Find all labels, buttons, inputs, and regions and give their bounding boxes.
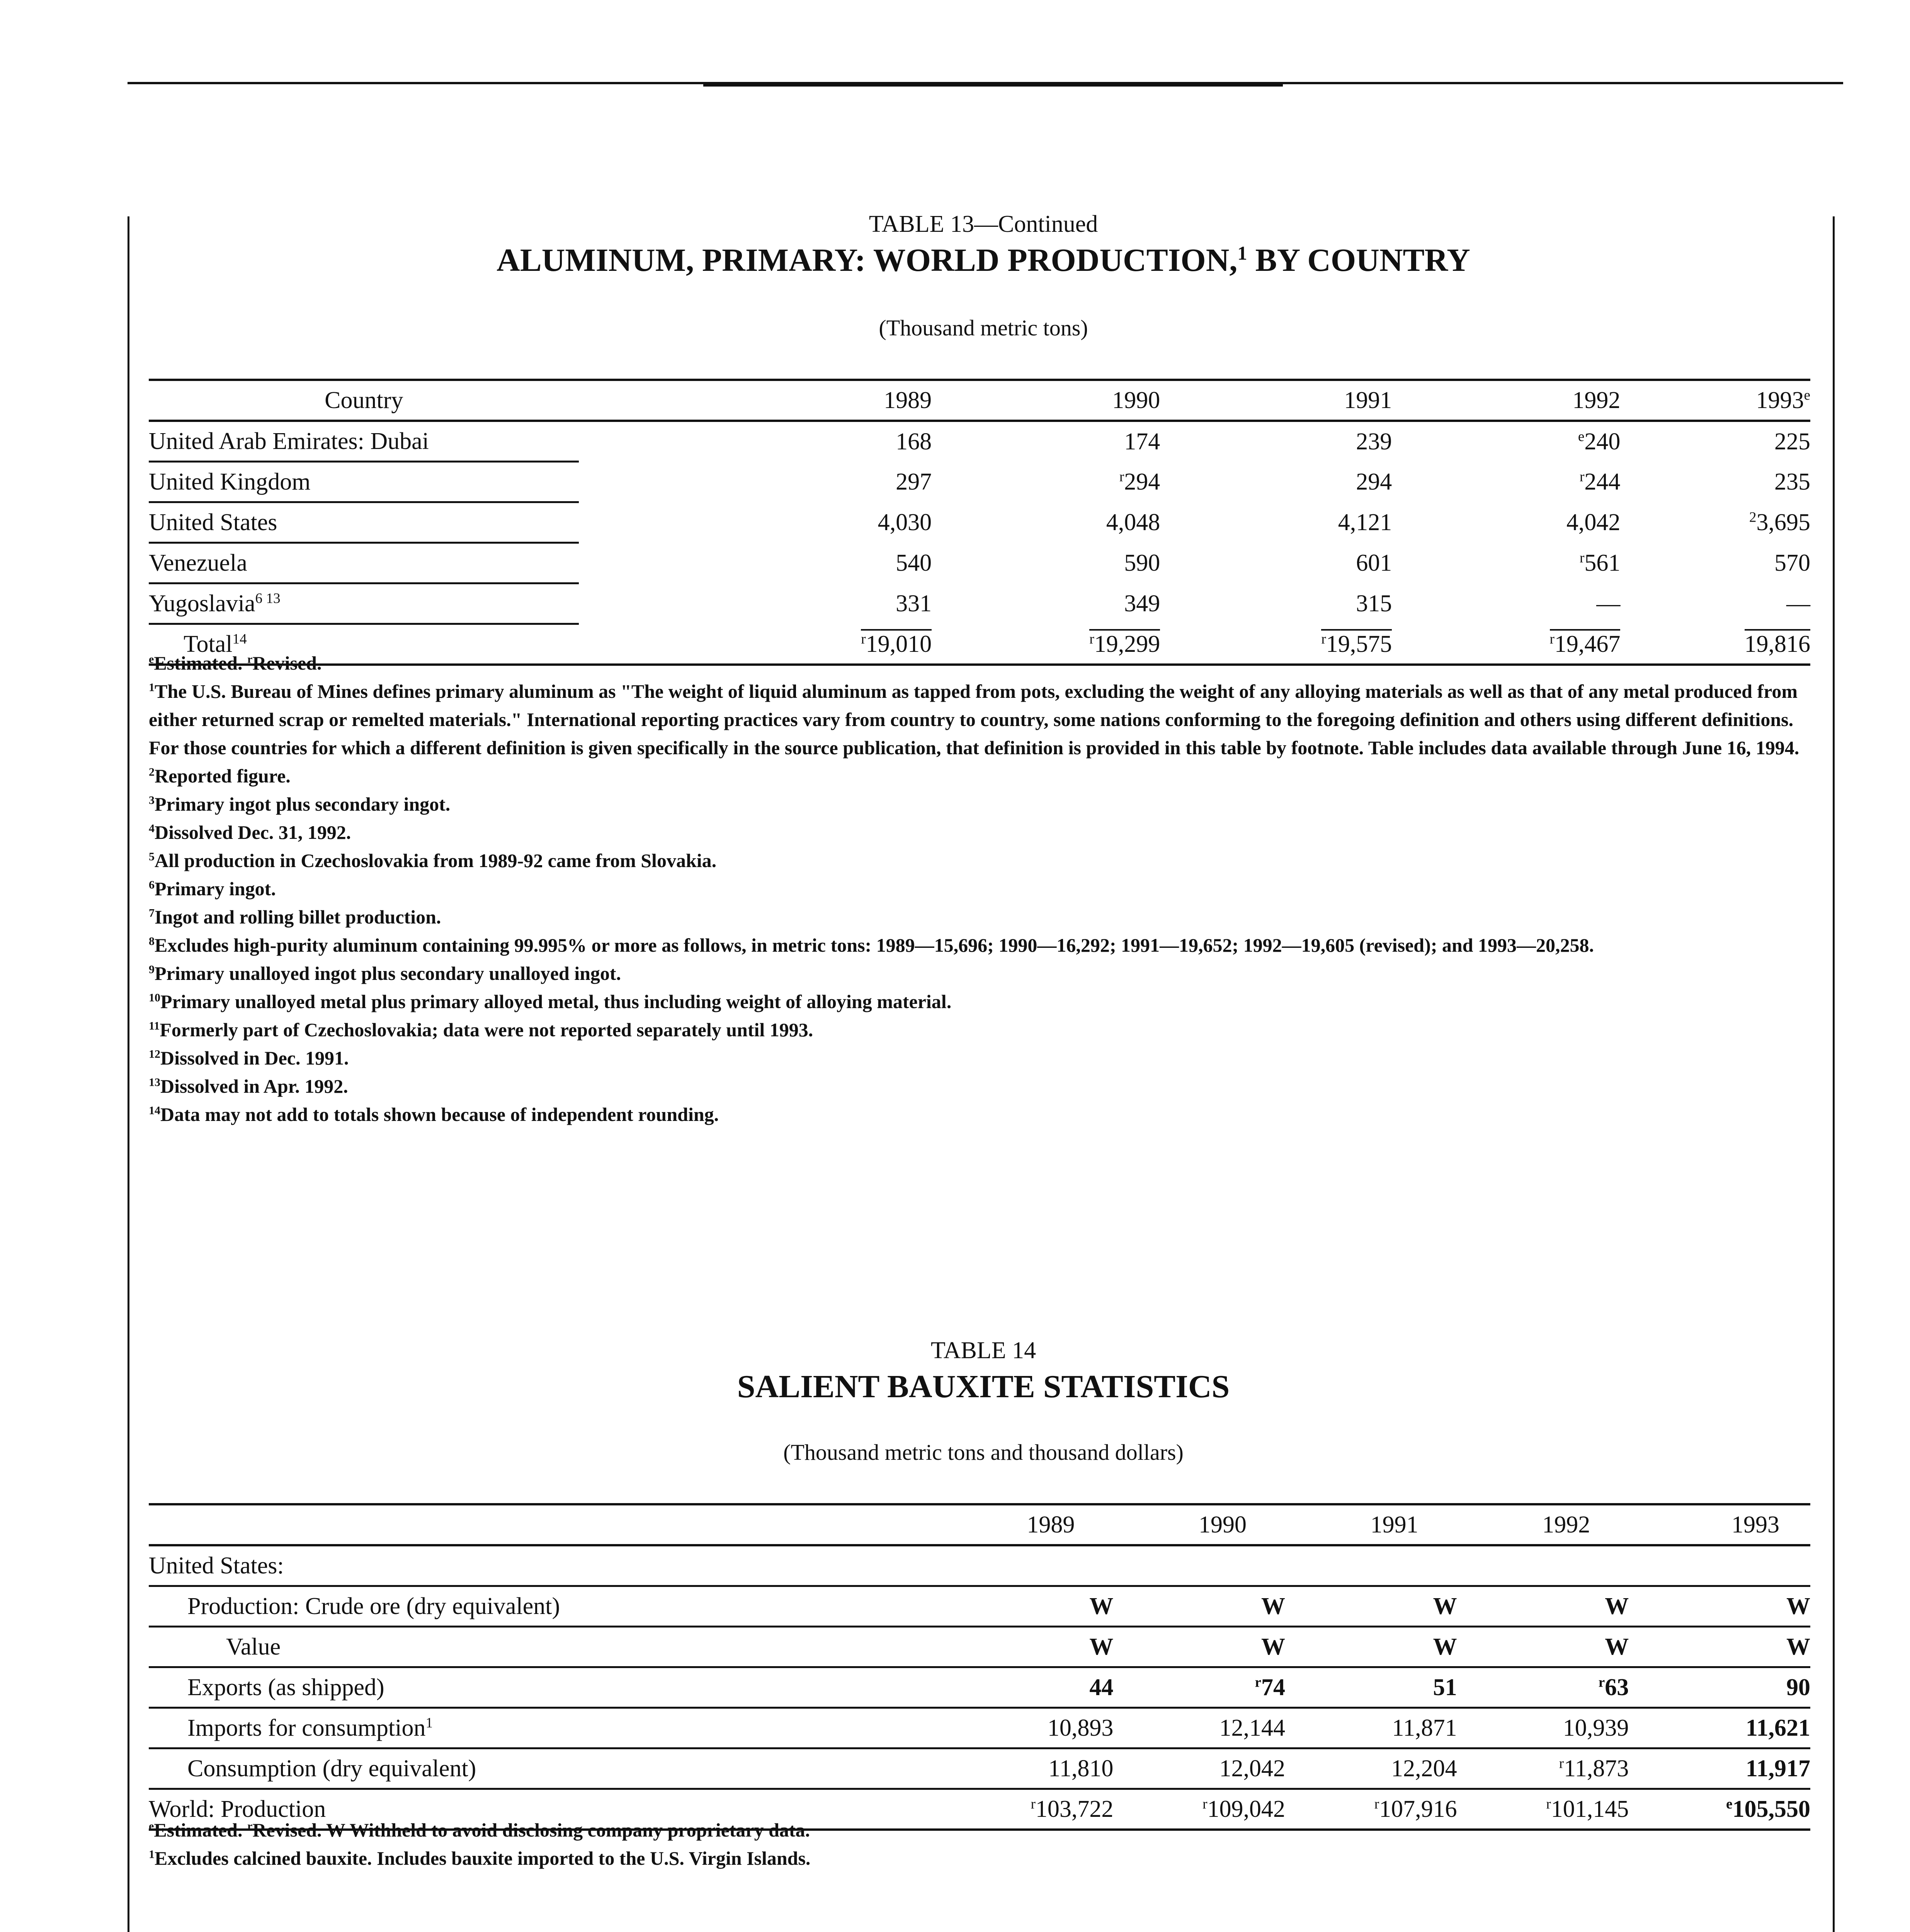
footnote-mark: 6 — [149, 878, 155, 891]
row-label: Production: Crude ore (dry equivalent) — [187, 1593, 560, 1619]
table-row — [149, 1667, 1810, 1708]
value-mark: r — [1546, 1796, 1551, 1812]
footnote — [149, 847, 1810, 875]
value-mark: r — [1559, 1755, 1564, 1771]
footnote-text: Primary ingot plus secondary ingot. — [155, 793, 451, 815]
row-label: Value — [226, 1633, 281, 1660]
value-cell: 349 — [1124, 590, 1160, 617]
value-cell: 90 — [1786, 1674, 1810, 1701]
value-cell: 12,204 — [1391, 1755, 1457, 1782]
footnote-text: Ingot and rolling billet production. — [155, 906, 441, 928]
footnote — [149, 931, 1810, 959]
col-header: 1989 — [1027, 1511, 1075, 1538]
value-text: 11,873 — [1564, 1755, 1629, 1782]
footnote-ref: 1 — [1237, 242, 1247, 264]
empty-cell — [1457, 1545, 1629, 1586]
value-cell: 225 — [1774, 428, 1810, 455]
footnote-text: Estimated. — [154, 1819, 247, 1841]
value-mark: r — [1374, 1796, 1379, 1812]
col-header: Country — [325, 387, 403, 413]
value-mark: r — [1255, 1674, 1262, 1690]
value-text: 101,145 — [1551, 1796, 1629, 1822]
value-mark: r — [1580, 468, 1585, 485]
section-row — [149, 1545, 1810, 1586]
value-cell — [1113, 1667, 1285, 1708]
value-cell — [1392, 543, 1620, 583]
value-cell: 570 — [1774, 549, 1810, 576]
table-row — [149, 1708, 1810, 1748]
value-cell: 235 — [1774, 468, 1810, 495]
col-header: 1992 — [1572, 387, 1621, 413]
value-text: 19,010 — [866, 631, 932, 658]
footnote — [149, 649, 1810, 677]
table-row — [149, 583, 1810, 624]
table14-title: SALIENT BAUXITE STATISTICS — [737, 1369, 1230, 1405]
value-mark: r — [1119, 468, 1124, 485]
value-cell: 11,621 — [1745, 1714, 1810, 1741]
footnote-mark: 11 — [149, 1019, 160, 1032]
footnote-mark: 7 — [149, 906, 155, 920]
value-cell: 44 — [1089, 1674, 1114, 1701]
estimated-mark: e — [1804, 387, 1810, 403]
footnote-text: Dissolved Dec. 31, 1992. — [155, 821, 351, 843]
row-label — [149, 1708, 759, 1748]
footnote — [149, 762, 1810, 790]
header-rule-bold — [703, 83, 1283, 87]
table13-title-end: BY COUNTRY — [1247, 242, 1470, 278]
value-text: 63 — [1605, 1674, 1629, 1701]
footnote — [149, 677, 1810, 762]
row-label-text: Imports for consumption — [187, 1714, 426, 1741]
footnote — [149, 903, 1810, 931]
footnote-text: Revised. W Withheld to avoid disclosing company proprietary data. — [252, 1819, 810, 1841]
footnote-text: Excludes calcined bauxite. Includes bauxite imported to the U.S. Virgin Islands. — [155, 1847, 811, 1869]
footnote-mark: 2 — [149, 765, 155, 779]
value-text: 294 — [1124, 468, 1160, 495]
table14-units: (Thousand metric tons and thousand dollars) — [783, 1440, 1184, 1465]
col-header: 1993 — [1731, 1511, 1779, 1538]
value-cell: 10,939 — [1563, 1714, 1629, 1741]
footnote-ref: 6 13 — [255, 590, 281, 606]
value-cell — [1620, 502, 1810, 543]
footnote-mark: r — [247, 653, 253, 666]
table-row — [149, 1627, 1810, 1667]
value-cell: 11,917 — [1745, 1755, 1810, 1782]
footnote-mark: 13 — [149, 1076, 160, 1089]
value-cell: 12,144 — [1219, 1714, 1286, 1741]
footnote — [149, 875, 1810, 903]
value-cell: W — [1261, 1633, 1286, 1660]
value-mark: e — [1726, 1796, 1733, 1812]
value-cell: 315 — [1356, 590, 1392, 617]
value-cell — [1457, 1667, 1629, 1708]
footnote-text: Estimated. — [154, 652, 247, 674]
country-cell: Venezuela — [149, 543, 579, 583]
value-text: 74 — [1261, 1674, 1286, 1701]
left-margin-rule — [128, 216, 129, 1932]
footnote-text: Primary ingot. — [155, 878, 276, 900]
footnote-mark: 12 — [149, 1048, 160, 1061]
value-mark: r — [1031, 1796, 1036, 1812]
value-cell: W — [1433, 1593, 1457, 1619]
value-mark: r — [1202, 1796, 1208, 1812]
value-cell — [1457, 1748, 1629, 1789]
footnote-mark: r — [247, 1820, 253, 1833]
footnote-mark: 1 — [149, 1848, 155, 1861]
footnote — [149, 1844, 1810, 1872]
country-cell: United States — [149, 502, 579, 543]
value-mark: r — [1598, 1674, 1605, 1690]
value-text: 19,467 — [1554, 631, 1621, 658]
value-cell: 11,810 — [1048, 1755, 1114, 1782]
footnote-text: All production in Czechoslovakia from 1989-92 came from Slovakia. — [155, 850, 717, 871]
country-text: Yugoslavia — [149, 590, 255, 617]
value-cell — [1392, 421, 1620, 462]
value-cell: W — [1089, 1633, 1114, 1660]
footnote — [149, 1816, 1810, 1844]
value-cell: W — [1261, 1593, 1286, 1619]
footnote-mark: e — [149, 1820, 154, 1833]
value-cell — [1392, 462, 1620, 502]
footnote-mark: 9 — [149, 963, 155, 976]
value-cell: 4,121 — [1338, 509, 1392, 536]
value-cell: W — [1786, 1593, 1810, 1619]
value-text: 3,695 — [1756, 509, 1810, 536]
footnote — [149, 1044, 1810, 1072]
table-row — [149, 1586, 1810, 1627]
table14-label: TABLE 14 — [930, 1337, 1036, 1364]
country-cell: United Arab Emirates: Dubai — [149, 421, 579, 462]
col-header: 1990 — [1199, 1511, 1247, 1538]
value-cell: 174 — [1124, 428, 1160, 455]
value-cell: 4,042 — [1566, 509, 1621, 536]
table13-title — [147, 242, 1820, 279]
col-header-label: 1993 — [1756, 387, 1804, 413]
footnote — [149, 1016, 1810, 1044]
footnote-text: Formerly part of Czechoslovakia; data were not reported separately until 1993. — [160, 1019, 813, 1041]
empty-cell — [1629, 1545, 1810, 1586]
footnote-ref: 1 — [425, 1714, 433, 1731]
footnote-text: Dissolved in Apr. 1992. — [160, 1075, 348, 1097]
footnote-mark: 3 — [149, 794, 155, 807]
value-cell: 294 — [1356, 468, 1392, 495]
footnote — [149, 1072, 1810, 1100]
value-cell: W — [1786, 1633, 1810, 1660]
empty-cell — [1113, 1545, 1285, 1586]
value-text: 105,550 — [1732, 1796, 1810, 1822]
table13 — [149, 379, 1810, 666]
table14-header-row — [149, 1504, 1810, 1545]
value-cell: W — [1089, 1593, 1114, 1619]
value-cell: — — [1596, 590, 1621, 617]
row-label: World: Production — [149, 1796, 326, 1822]
footnote-text: Primary unalloyed ingot plus secondary unalloyed ingot. — [155, 963, 621, 984]
value-cell: 590 — [1124, 549, 1160, 576]
value-cell: — — [1786, 590, 1810, 617]
table14-footnotes — [149, 1816, 1810, 1872]
section-label: United States: — [149, 1545, 759, 1586]
footnote — [149, 988, 1810, 1016]
value-mark: r — [1580, 549, 1585, 566]
col-header-blank — [149, 1504, 759, 1545]
value-mark: 2 — [1749, 509, 1757, 525]
footnote — [149, 1100, 1810, 1129]
footnote-text: Revised. — [252, 652, 322, 674]
footnote-mark: 8 — [149, 935, 155, 948]
value-cell: W — [1605, 1593, 1629, 1619]
empty-cell — [1285, 1545, 1457, 1586]
value-cell: 10,893 — [1047, 1714, 1114, 1741]
value-cell: 601 — [1356, 549, 1392, 576]
table-row — [149, 1748, 1810, 1789]
footnote — [149, 818, 1810, 847]
table13-title-main: ALUMINUM, PRIMARY: WORLD PRODUCTION, — [497, 242, 1238, 278]
table-row — [149, 462, 1810, 502]
value-cell: 297 — [896, 468, 932, 495]
value-cell: 11,871 — [1392, 1714, 1457, 1741]
col-header: 1990 — [1112, 387, 1160, 413]
footnote — [149, 959, 1810, 988]
table13-units: (Thousand metric tons) — [879, 315, 1088, 340]
footnote-text: Dissolved in Dec. 1991. — [160, 1047, 349, 1069]
table13-label: TABLE 13—Continued — [869, 211, 1098, 237]
value-text: 107,916 — [1379, 1796, 1457, 1822]
country-cell — [149, 583, 579, 624]
country-cell: United Kingdom — [149, 462, 579, 502]
right-margin-rule — [1833, 216, 1835, 1932]
total-value: 19,816 — [1745, 629, 1811, 658]
value-text: 240 — [1584, 428, 1621, 455]
value-cell: 4,048 — [1106, 509, 1160, 536]
value-cell: 4,030 — [878, 509, 932, 536]
col-header: 1991 — [1370, 1511, 1418, 1538]
value-text: 561 — [1584, 549, 1621, 576]
value-mark: e — [1578, 429, 1585, 445]
value-text: 19,299 — [1094, 631, 1160, 658]
footnote — [149, 790, 1810, 818]
value-cell: W — [1605, 1633, 1629, 1660]
value-cell: 331 — [896, 590, 932, 617]
total-label: Total — [184, 631, 233, 657]
footnote-mark: 1 — [149, 681, 155, 694]
footnote-mark: e — [149, 653, 154, 666]
col-header — [1620, 380, 1810, 421]
footnote-mark: 5 — [149, 850, 155, 863]
footnote-text: Excludes high-purity aluminum containing 99.995% or more as follows, in metric tons: 1989—15,696; 1990—16,292; 1991—19,652; 1992—19,605 (revised); and 1993—20,258. — [155, 934, 1594, 956]
footnote-mark: 4 — [149, 822, 155, 835]
footnote-text: Reported figure. — [155, 765, 291, 787]
value-cell: W — [1433, 1633, 1457, 1660]
table14 — [149, 1503, 1810, 1831]
value-text: 103,722 — [1035, 1796, 1114, 1822]
row-label: Exports (as shipped) — [187, 1674, 384, 1701]
table13-footnotes — [149, 649, 1810, 1129]
value-cell: 168 — [896, 428, 932, 455]
footnote-text: The U.S. Bureau of Mines defines primary aluminum as "The weight of liquid aluminum as tapped from pots, excluding the weight of any alloying materials as well as that of any metal produced from either returned scrap or remelted materials." International reporting practices vary from country to country, some nations conforming to the foregoing definition and others using different definitions. For those countries for which a different definition is given specifically in the source publication, that definition is provided in this table by footnote. Table includes data available through June 16, 1994. — [149, 680, 1799, 759]
value-cell — [932, 462, 1160, 502]
value-text: 19,575 — [1326, 631, 1392, 658]
col-header: 1992 — [1542, 1511, 1590, 1538]
col-header: 1989 — [884, 387, 932, 413]
table-row — [149, 421, 1810, 462]
empty-cell — [759, 1545, 1114, 1586]
value-text: 244 — [1584, 468, 1621, 495]
value-mark: r — [1549, 631, 1555, 647]
col-header: 1991 — [1344, 387, 1392, 413]
footnote-mark: 14 — [149, 1104, 160, 1117]
table-row — [149, 543, 1810, 583]
value-mark: r — [1089, 631, 1094, 647]
footnote-mark: 10 — [149, 991, 160, 1004]
value-text: 109,042 — [1207, 1796, 1286, 1822]
table-row — [149, 502, 1810, 543]
value-cell: 540 — [896, 549, 932, 576]
table13-header-row — [149, 380, 1810, 421]
value-mark: r — [1321, 631, 1326, 647]
value-cell: 12,042 — [1219, 1755, 1286, 1782]
footnote-ref: 14 — [232, 631, 247, 647]
footnote-text: Primary unalloyed metal plus primary alloyed metal, thus including weight of alloying material. — [160, 991, 952, 1012]
row-label: Consumption (dry equivalent) — [187, 1755, 476, 1782]
value-cell: 51 — [1433, 1674, 1457, 1701]
footnote-text: Data may not add to totals shown because of independent rounding. — [160, 1104, 719, 1125]
value-cell: 239 — [1356, 428, 1392, 455]
value-mark: r — [861, 631, 866, 647]
